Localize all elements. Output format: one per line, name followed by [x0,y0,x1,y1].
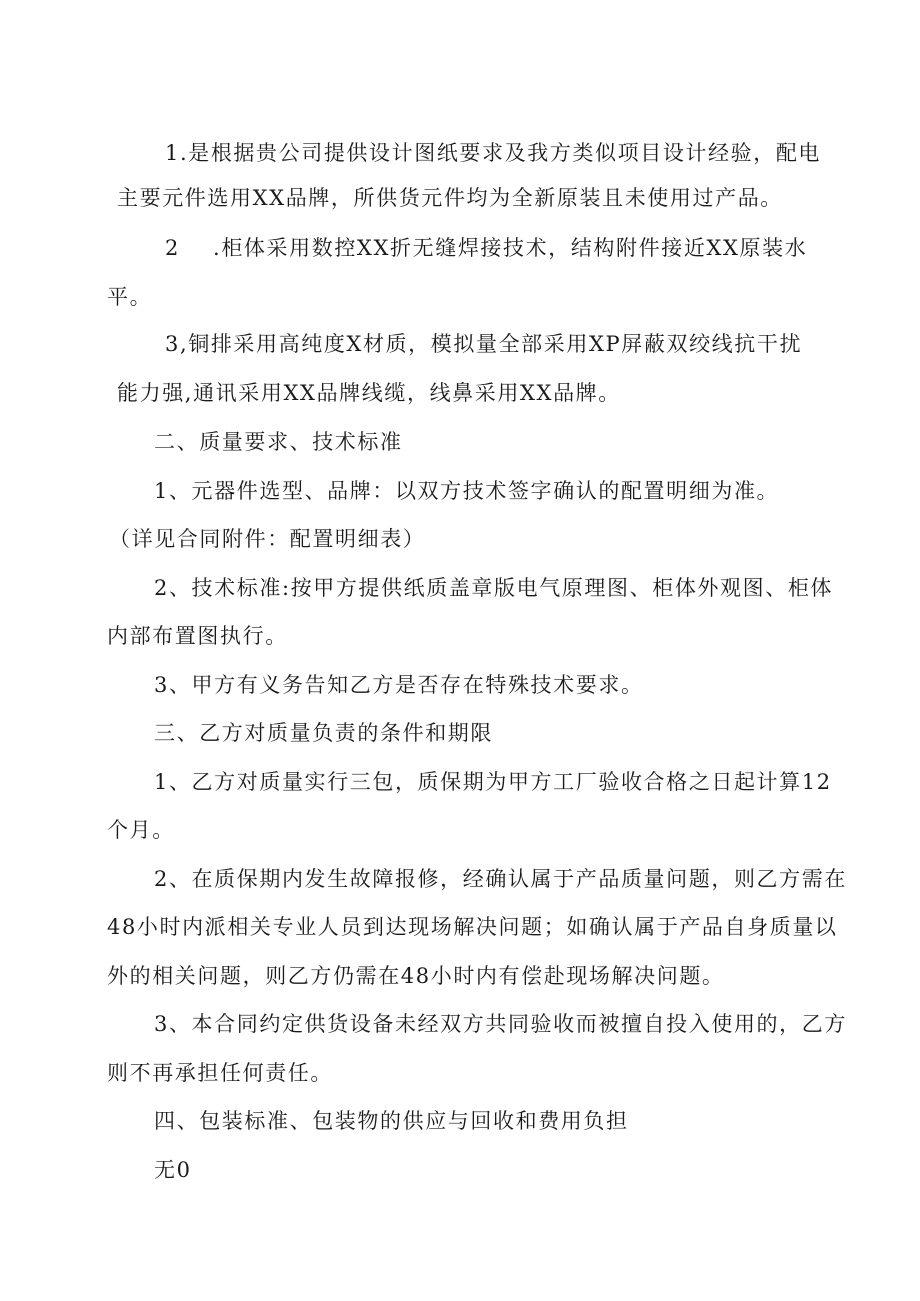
section-2-heading: 二、质量要求、技术标准 [154,430,403,454]
section-2-item-3: 3、甲方有义务告知乙方是否存在特殊技术要求。 [154,673,644,697]
section-2-item-1-line-1: 1、元器件选型、品牌：以双方技术签字确认的配置明细为准。 [154,479,780,503]
section-3-item-2-line-2: 48小时内派相关专业人员到达现场解决问题；如确认属于产品自身质量以 [107,915,838,939]
section-4-heading: 四、包装标准、包装物的供应与回收和费用负担 [154,1109,629,1133]
section-2-item-2-line-2: 内部布置图执行。 [107,624,288,648]
section-3-item-2-line-3: 外的相关问题，则乙方仍需在48小时内有偿赴现场解决问题。 [107,964,725,988]
section-2-item-1-line-2: （详见合同附件：配置明细表） [109,527,426,551]
section-3-item-2-line-1: 2、在质保期内发生故障报修，经确认属于产品质量问题，则乙方需在 [154,867,847,891]
section-3-item-3-line-2: 则不再承担任何责任。 [107,1061,333,1085]
clause-1-line-2: 主要元件选用XX品牌，所供货元件均为全新原装且未使用过产品。 [117,186,783,210]
clause-3-line-2: 能力强,通讯采用XX品牌线缆，线鼻采用XX品牌。 [117,381,621,405]
section-3-heading: 三、乙方对质量负责的条件和期限 [154,721,493,745]
clause-2-line-1: 2 .柜体采用数控XX折无缝焊接技术，结构附件接近XX原装水 [165,236,808,260]
section-2-item-2-line-1: 2、技术标准:按甲方提供纸质盖章版电气原理图、柜体外观图、柜体 [154,576,834,600]
section-4-body: 无0 [154,1158,192,1182]
clause-2-line-2: 平。 [107,285,153,309]
section-3-item-3-line-1: 3、本合同约定供货设备未经双方共同验收而被擅自投入使用的，乙方 [154,1012,847,1036]
clause-3-line-1: 3,铜排采用高纯度X材质，模拟量全部采用XP屏蔽双绞线抗干扰 [165,332,803,356]
section-3-item-1-line-1: 1、乙方对质量实行三包，质保期为甲方工厂验收合格之日起计算12 [154,770,832,794]
section-3-item-1-line-2: 个月。 [107,818,175,842]
clause-1-line-1: 1.是根据贵公司提供设计图纸要求及我方类似项目设计经验，配电 [165,141,822,165]
